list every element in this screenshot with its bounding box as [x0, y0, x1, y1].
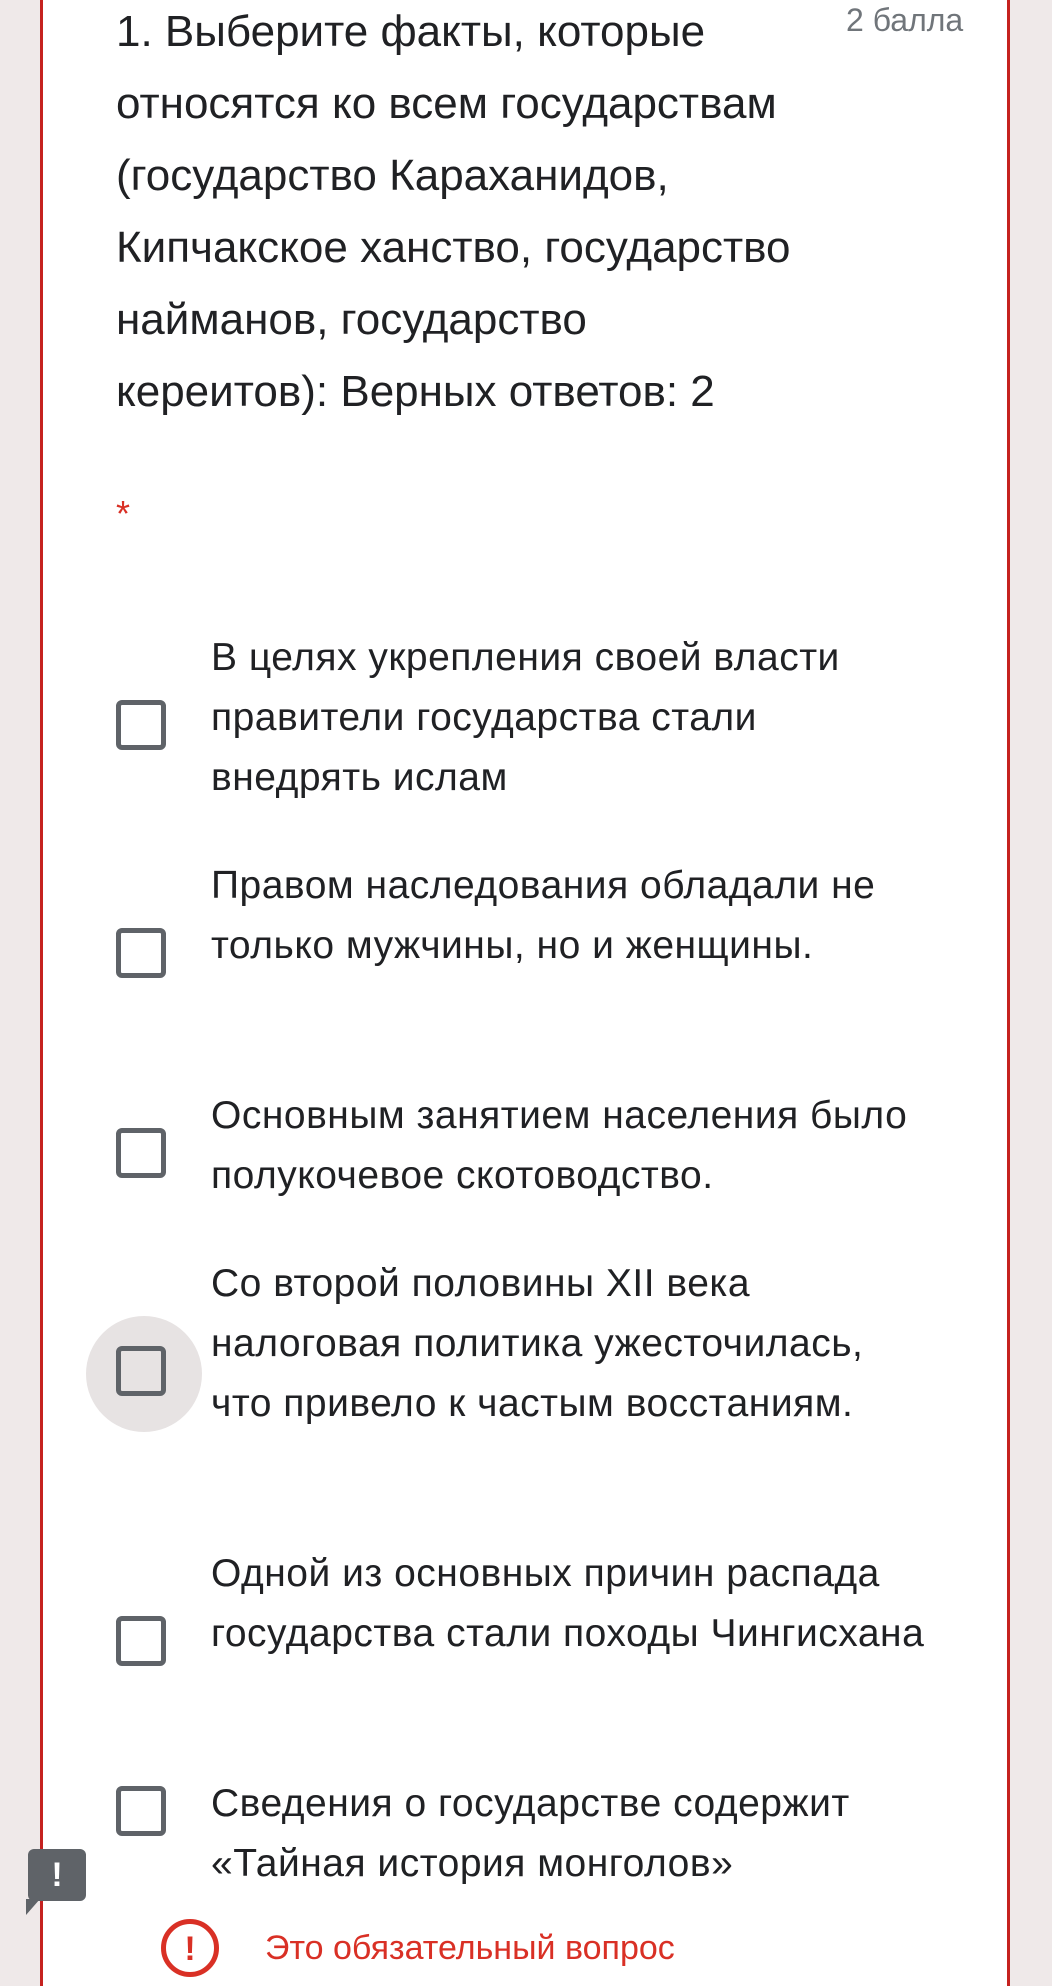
- option-checkbox[interactable]: [116, 1128, 166, 1178]
- option-label[interactable]: В целях укрепления своей власти правители государства стали внедрять ислам: [211, 636, 840, 799]
- points-badge: 2 балла: [846, 2, 964, 38]
- option-label[interactable]: Со второй половины XII века налоговая политика ужесточилась, что привело к частым восстаниям.: [211, 1262, 864, 1425]
- option-checkbox[interactable]: [116, 1786, 166, 1836]
- checkbox-container[interactable]: [86, 1056, 202, 1172]
- checkbox-container[interactable]: [86, 1744, 202, 1860]
- option-label[interactable]: Сведения о государстве содержит «Тайная история монголов»: [211, 1782, 850, 1885]
- question-title: 1. Выберите факты, которые относятся ко всем государствам (государство Караханидов, Кипчакское ханство, государство найманов, государство кереитов): Верных ответов: 2: [116, 7, 791, 416]
- checkbox-container[interactable]: [86, 1316, 202, 1432]
- required-marker: *: [116, 493, 131, 534]
- checkbox-container[interactable]: [86, 598, 202, 714]
- option-checkbox[interactable]: [116, 928, 166, 978]
- error-message: [161, 1919, 1021, 1979]
- option-label[interactable]: Основным занятием населения было полукочевое скотоводство.: [211, 1094, 908, 1197]
- error-text: Это обязательный вопрос: [265, 1929, 675, 1967]
- option-label[interactable]: Правом наследования обладали не только мужчины, но и женщины.: [211, 864, 876, 967]
- question-card: [40, 0, 1010, 1986]
- option-checkbox[interactable]: [116, 1616, 166, 1666]
- option-checkbox[interactable]: [116, 1346, 166, 1396]
- feedback-icon[interactable]: !: [28, 1849, 86, 1901]
- checkbox-container[interactable]: [86, 1514, 202, 1630]
- option-checkbox[interactable]: [116, 700, 166, 750]
- checkbox-container[interactable]: [86, 826, 202, 942]
- option-label[interactable]: Одной из основных причин распада государства стали походы Чингисхана: [211, 1552, 925, 1655]
- error-icon: !: [161, 1919, 219, 1977]
